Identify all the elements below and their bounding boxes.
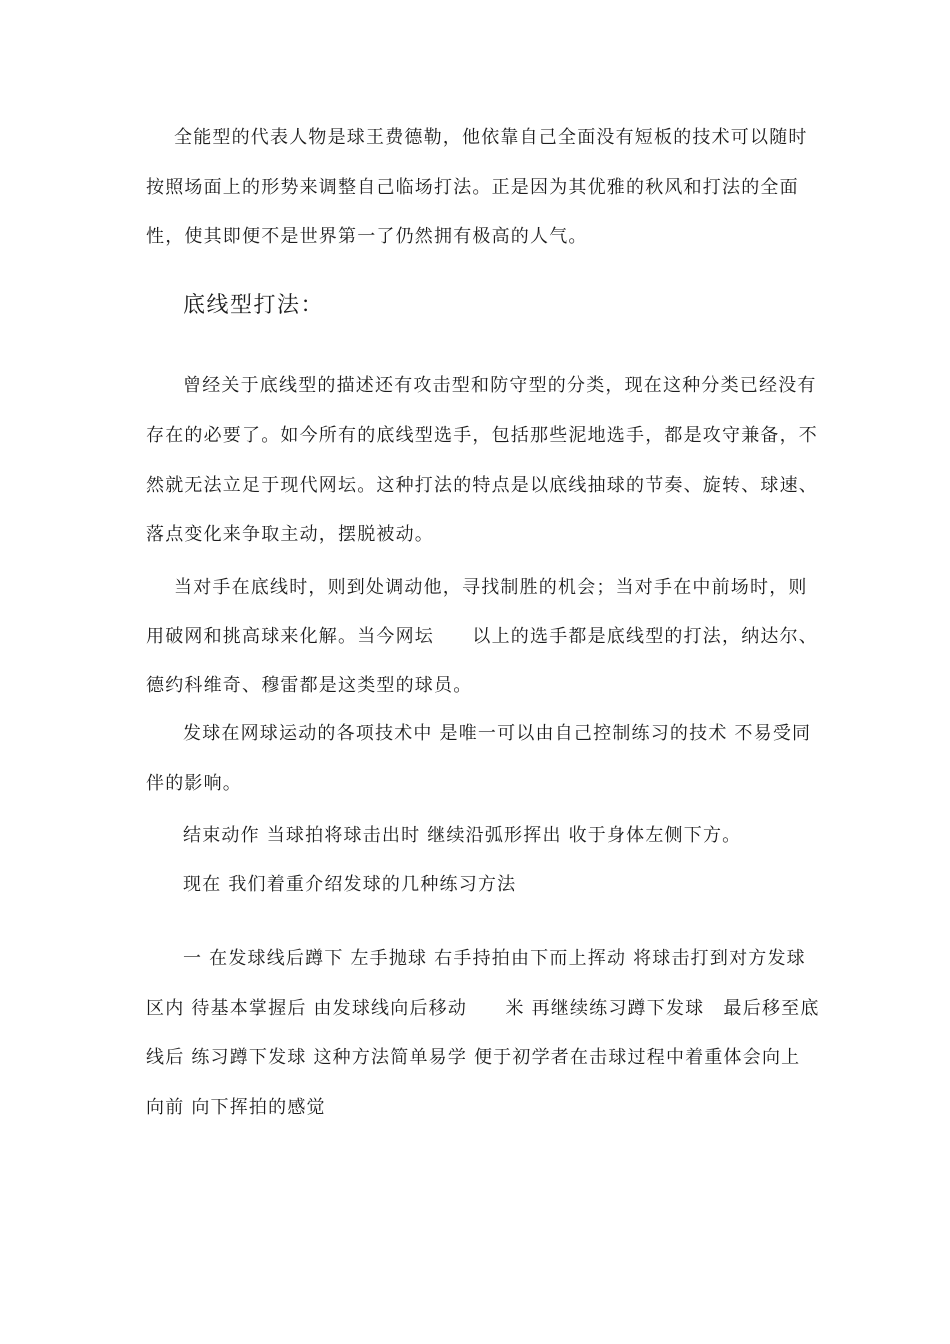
text-line: 伴的影响。: [146, 773, 242, 794]
text-line: 发球在网球运动的各项技术中 是唯一可以由自己控制练习的技术 不易受同: [183, 723, 812, 744]
text-line: 向前 向下挥拍的感觉: [146, 1097, 326, 1118]
text-line: 线后 练习蹲下发球 这种方法简单易学 便于初学者在击球过程中着重体会向上: [146, 1047, 801, 1068]
text-line: 当对手在底线时，则到处调动他，寻找制胜的机会；当对手在中前场时，则: [174, 577, 808, 598]
text-line: 用破网和挑高球来化解。当今网坛 以上的选手都是底线型的打法，纳达尔、: [146, 626, 818, 647]
text-line: 然就无法立足于现代网坛。这种打法的特点是以底线抽球的节奏、旋转、球速、: [146, 475, 818, 496]
text-line: 存在的必要了。如今所有的底线型选手，包括那些泥地选手，都是攻守兼备，不: [146, 425, 818, 446]
text-line: 结束动作 当球拍将球击出时 继续沿弧形挥出 收于身体左侧下方。: [183, 825, 742, 846]
section-heading: 底线型打法：: [183, 293, 325, 318]
text-line: 落点变化来争取主动，摆脱被动。: [146, 524, 434, 545]
text-line: 全能型的代表人物是球王费德勒，他依靠自己全面没有短板的技术可以随时: [174, 127, 808, 148]
text-line: 曾经关于底线型的描述还有攻击型和防守型的分类，现在这种分类已经没有: [183, 375, 817, 396]
text-line: 按照场面上的形势来调整自己临场打法。正是因为其优雅的秋风和打法的全面: [146, 177, 799, 198]
text-line: 一 在发球线后蹲下 左手抛球 右手持拍由下而上挥动 将球击打到对方发球: [183, 948, 806, 969]
text-line: 性，使其即便不是世界第一了仍然拥有极高的人气。: [146, 226, 588, 247]
text-line: 现在 我们着重介绍发球的几种练习方法: [183, 874, 517, 895]
text-line: 区内 待基本掌握后 由发球线向后移动 米 再继续练习蹲下发球 最后移至底: [146, 998, 820, 1019]
text-line: 德约科维奇、穆雷都是这类型的球员。: [146, 675, 473, 696]
